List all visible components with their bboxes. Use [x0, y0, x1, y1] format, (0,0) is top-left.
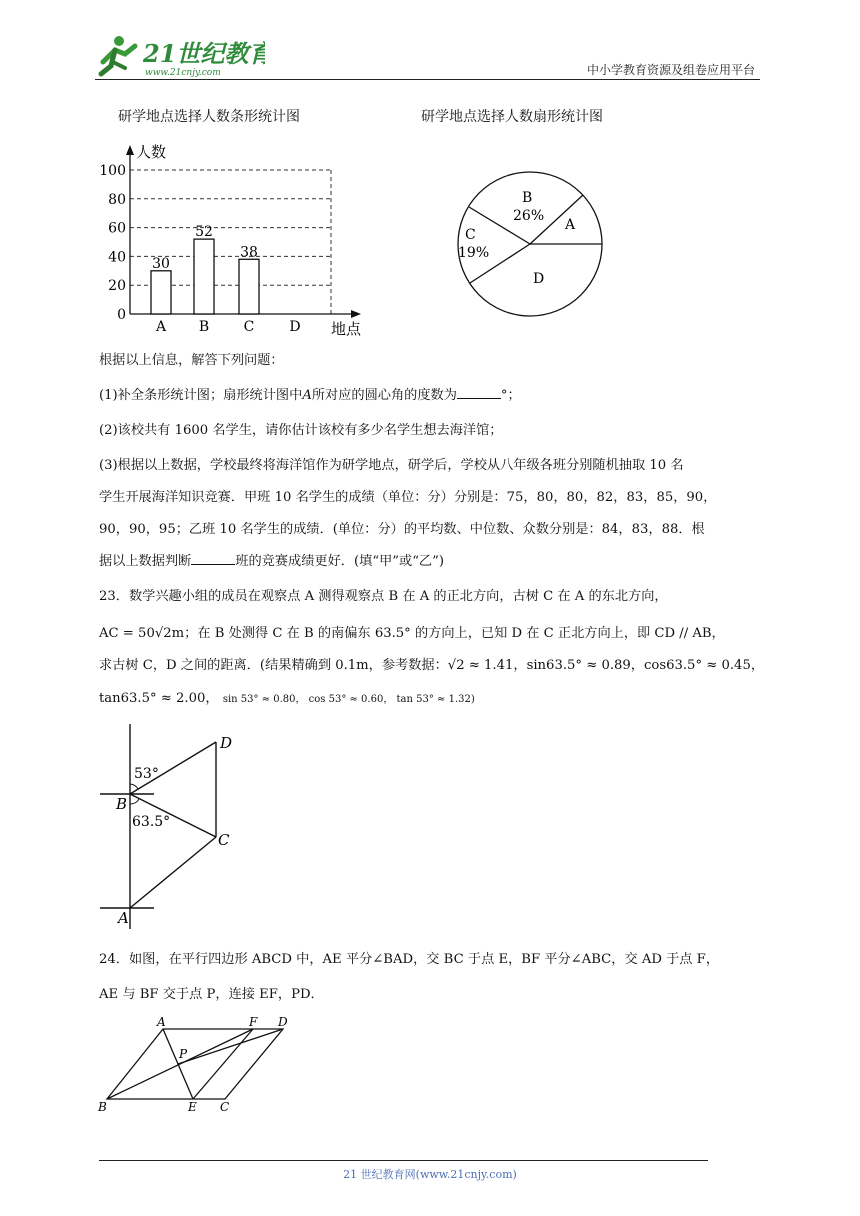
angle-arc-63: [130, 799, 139, 804]
site-logo: [95, 32, 265, 82]
y-tick-20: 20: [108, 278, 126, 295]
x-axis-arrow-icon: [351, 310, 361, 318]
label-f: F: [249, 1015, 258, 1029]
label-e: E: [188, 1100, 197, 1114]
q24-line2: AE 与 BF 交于点 P，连接 EF，PD．: [99, 987, 324, 1002]
logo-url: www.21cnjy.com: [145, 68, 221, 78]
label-d: D: [220, 734, 233, 752]
q24-figure: [95, 1015, 295, 1117]
seg-ac: [130, 837, 216, 908]
q23-line3: 求古树 C，D 之间的距离．(结果精确到 0.1m，参考数据：√2 ≈ 1.41，sin63.5° ≈ 0.89，cos63.5° ≈ 0.45，: [99, 658, 765, 673]
y-axis-arrow-icon: [126, 145, 134, 155]
bar-chart-title: 研学地点选择人数条形统计图: [118, 109, 300, 125]
q22-part3-line4: 据以上数据判断 班的竞赛成绩更好．(填“甲”或“乙”): [99, 554, 445, 569]
x-tick-B: B: [198, 319, 210, 335]
label-53: 53°: [134, 766, 159, 782]
footer-text: 21 世纪教育网(www.21cnjy.com): [343, 1168, 517, 1181]
q22-part1: (1)补全条形统计图；扇形统计图中A所对应的圆心角的度数为 °；: [99, 388, 521, 403]
y-tick-60: 60: [108, 220, 126, 237]
logo-text: 21世纪教育: [143, 39, 265, 68]
q23-line2: AC = 50√2m；在 B 处测得 C 在 B 的南偏东 63.5° 的方向上，已知 D 在 C 正北方向上，即 CD // AB，: [99, 626, 725, 641]
parallelogram-abcd: [107, 1029, 283, 1099]
y-axis-label: 人数: [136, 143, 167, 161]
q22-part2: (2)该校共有 1600 名学生，请你估计该校有多少名学生想去海洋馆；: [99, 423, 503, 438]
header-platform-text: 中小学教育资源及组卷应用平台: [586, 63, 755, 77]
angle-arc-53: [130, 784, 138, 789]
bar-value-C: 38: [240, 244, 258, 261]
q24-line1: 24．如图，在平行四边形 ABCD 中，AE 平分∠BAD，交 BC 于点 E，BF 平分∠ABC，交 AD 于点 F，: [99, 952, 720, 967]
q23-line4: tan63.5° ≈ 2.00， sin 53° ≈ 0.80， cos 53° ≈ 0.60， tan 53° ≈ 1.32): [99, 691, 475, 706]
label-p: P: [179, 1047, 188, 1061]
q22-intro: 根据以上信息，解答下列问题：: [99, 353, 284, 368]
label-b: B: [116, 795, 128, 813]
pie-label-c: C: [465, 227, 476, 243]
pie-label-a: A: [565, 217, 576, 233]
bar-C: [239, 259, 259, 314]
label-d: D: [278, 1015, 288, 1029]
pie-pct-b: 26%: [513, 208, 545, 224]
seg-ef: [193, 1029, 253, 1099]
x-axis-label: 地点: [331, 320, 362, 338]
footer-divider: [99, 1160, 708, 1161]
bar-B: [194, 239, 214, 314]
runner-logo-icon: [101, 36, 135, 74]
bar-chart: [99, 135, 379, 345]
x-tick-A: A: [155, 319, 167, 335]
q22-part3-line3: 90，90，95；乙班 10 名学生的成绩．(单位：分）的平均数、中位数、众数分别是：84，83，88．根: [99, 522, 705, 537]
label-b: B: [98, 1100, 107, 1114]
pie-label-b: B: [522, 190, 533, 206]
header-divider: [95, 79, 760, 80]
seg-pd: [178, 1029, 283, 1064]
bar-value-A: 30: [152, 255, 170, 272]
label-c: C: [218, 831, 230, 849]
pie-chart-title: 研学地点选择人数扇形统计图: [421, 109, 603, 125]
x-tick-C: C: [243, 319, 255, 335]
y-tick-100: 100: [99, 163, 126, 179]
answer-blank-2: [191, 552, 235, 565]
y-tick-40: 40: [108, 249, 126, 266]
q22-part3-line1: (3)根据以上数据，学校最终将海洋馆作为研学地点，研学后，学校从八年级各班分别随机抽取 10 名: [99, 458, 684, 473]
q23-line1: 23．数学兴趣小组的成员在观察点 A 测得观察点 B 在 A 的正北方向，古树 C 在 A 的东北方向，: [99, 589, 668, 604]
bar-A: [151, 271, 171, 314]
y-tick-80: 80: [108, 191, 126, 208]
x-tick-D: D: [289, 319, 301, 335]
pie-chart: [455, 170, 615, 320]
label-a: A: [157, 1015, 166, 1029]
label-63: 63.5°: [132, 814, 171, 830]
label-a: A: [118, 909, 129, 927]
pie-pct-c: 19%: [458, 245, 490, 261]
q23-figure: [96, 724, 246, 929]
q22-part3-line2: 学生开展海洋知识竞赛．甲班 10 名学生的成绩（单位：分）分别是：75，80，80，82，83，85，90，: [99, 490, 717, 505]
y-tick-0: 0: [117, 307, 126, 323]
bar-value-B: 52: [195, 224, 213, 241]
answer-blank-1: [457, 386, 501, 399]
pie-label-d: D: [533, 271, 545, 287]
label-c: C: [220, 1100, 230, 1114]
